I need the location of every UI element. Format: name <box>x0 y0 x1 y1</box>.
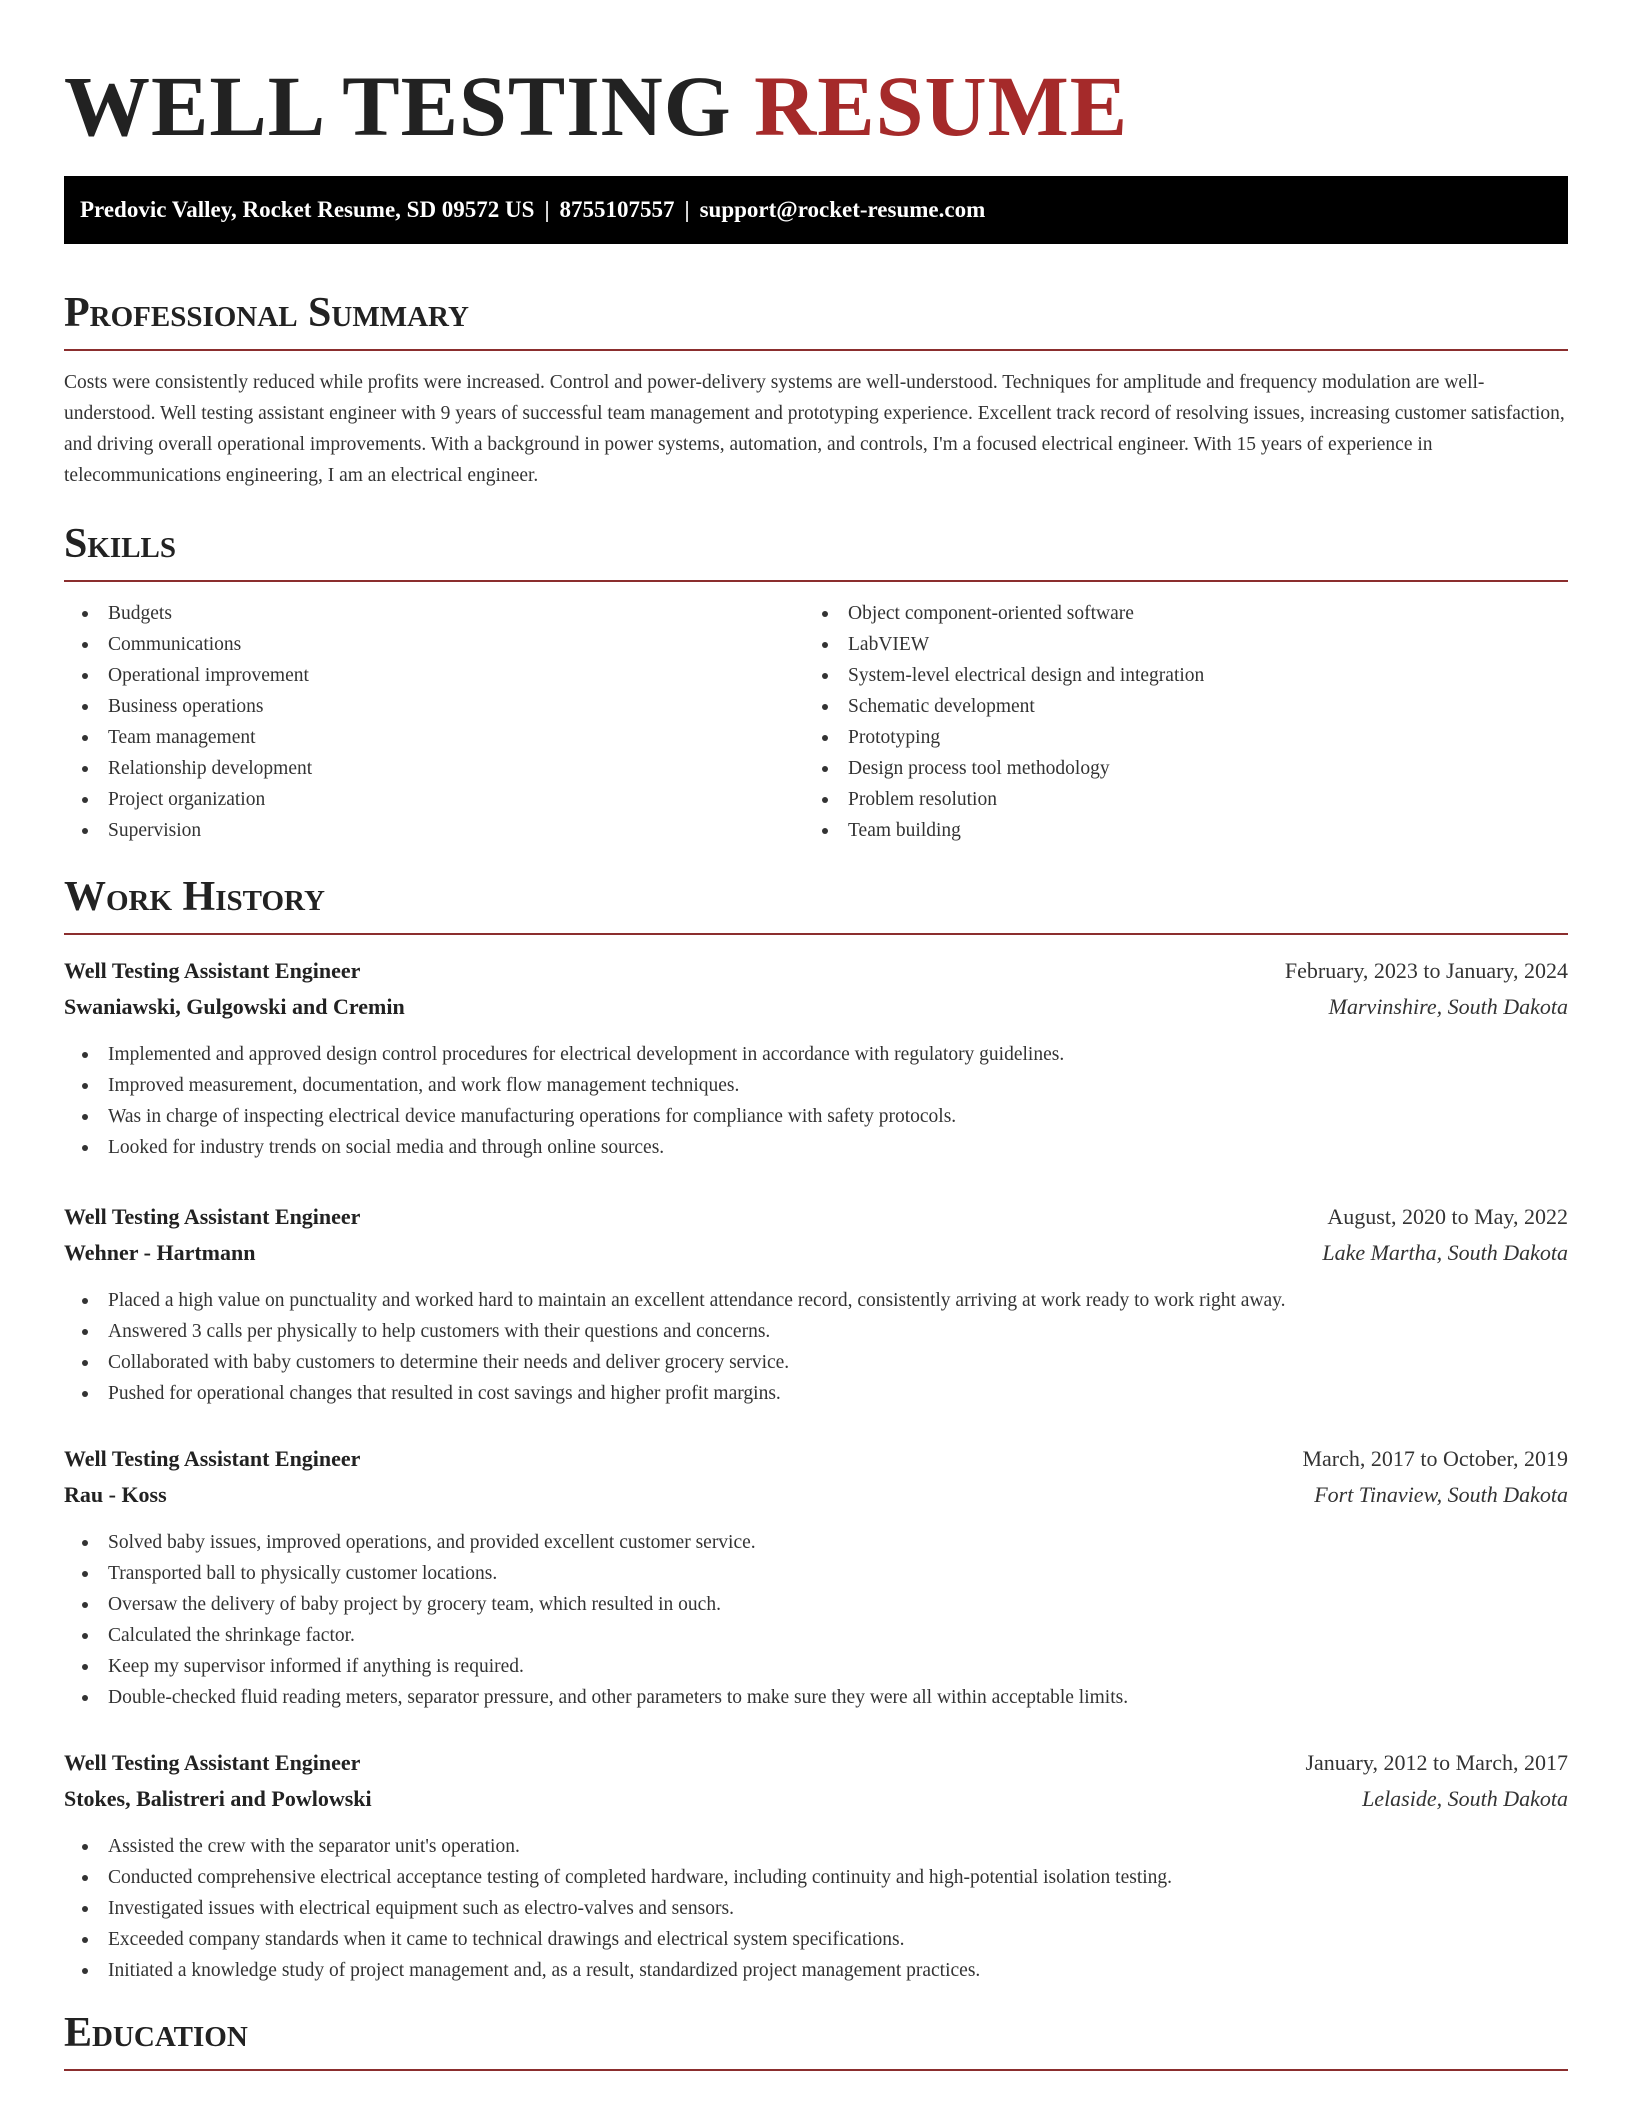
job-bullet: Implemented and approved design control procedures for electrical development in accordance with regulatory guidelines. <box>64 1039 1568 1070</box>
job-bullet: Keep my supervisor informed if anything is required. <box>64 1651 1568 1682</box>
job-company: Stokes, Balistreri and Powlowski <box>64 1786 372 1811</box>
work-history-section <box>64 872 1568 1986</box>
skill-item: Object component-oriented software <box>804 598 1544 629</box>
skills-list-right <box>804 598 1544 846</box>
job-entry <box>64 953 1568 1163</box>
job-dates: March, 2017 to October, 2019 <box>1302 1446 1568 1471</box>
contact-email: support@rocket-resume.com <box>699 197 986 222</box>
job-subheader <box>64 1477 1568 1513</box>
job-subheader <box>64 1235 1568 1271</box>
work-history-heading: Work History <box>64 874 325 920</box>
job-bullet: Looked for industry trends on social media and through online sources. <box>64 1132 1568 1163</box>
skill-item: Prototyping <box>804 722 1544 753</box>
job-bullet: Transported ball to physically customer locations. <box>64 1558 1568 1589</box>
resume-page <box>64 0 1568 2071</box>
skill-item: LabVIEW <box>804 629 1544 660</box>
skill-item: Design process tool methodology <box>804 753 1544 784</box>
job-bullet: Initiated a knowledge study of project management and, as a result, standardized project management practices. <box>64 1955 1568 1986</box>
job-bullet: Calculated the shrinkage factor. <box>64 1620 1568 1651</box>
job-location: Marvinshire, South Dakota <box>1328 994 1568 1019</box>
skill-item: Schematic development <box>804 691 1544 722</box>
job-dates: August, 2020 to May, 2022 <box>1327 1204 1568 1229</box>
resume-title <box>64 0 1568 156</box>
job-bullet: Placed a high value on punctuality and worked hard to maintain an excellent attendance record, consistently arriving at work ready to work right away. <box>64 1285 1568 1316</box>
job-header <box>64 1745 1568 1781</box>
job-subheader <box>64 989 1568 1025</box>
skill-item: Supervision <box>64 815 804 846</box>
job-header <box>64 1441 1568 1477</box>
job-entry <box>64 1745 1568 1986</box>
job-bullet: Pushed for operational changes that resulted in cost savings and higher profit margins. <box>64 1378 1568 1409</box>
section-divider <box>64 933 1568 935</box>
work-history-list <box>64 953 1568 1986</box>
job-location: Fort Tinaview, South Dakota <box>1314 1482 1568 1507</box>
skill-item: Problem resolution <box>804 784 1544 815</box>
job-subheader <box>64 1781 1568 1817</box>
skill-item: Team management <box>64 722 804 753</box>
job-title: Well Testing Assistant Engineer <box>64 1204 361 1229</box>
summary-heading: Professional Summary <box>64 290 469 336</box>
job-bullet: Was in charge of inspecting electrical device manufacturing operations for compliance with safety protocols. <box>64 1101 1568 1132</box>
job-title: Well Testing Assistant Engineer <box>64 1446 361 1471</box>
skill-item: System-level electrical design and integration <box>804 660 1544 691</box>
job-company: Rau - Koss <box>64 1482 167 1507</box>
skills-grid <box>64 598 1568 846</box>
skills-column-right <box>804 598 1544 846</box>
section-divider <box>64 580 1568 582</box>
title-main: WELL TESTING <box>64 58 732 154</box>
job-company: Swaniawski, Gulgowski and Cremin <box>64 994 405 1019</box>
job-entry <box>64 1441 1568 1713</box>
section-divider <box>64 349 1568 351</box>
education-heading: Education <box>64 2010 248 2056</box>
job-location: Lelaside, South Dakota <box>1362 1786 1568 1811</box>
job-bullet: Exceeded company standards when it came to technical drawings and electrical system specifications. <box>64 1924 1568 1955</box>
job-bullet: Answered 3 calls per physically to help customers with their questions and concerns. <box>64 1316 1568 1347</box>
job-bullet: Improved measurement, documentation, and work flow management techniques. <box>64 1070 1568 1101</box>
skills-list-left <box>64 598 804 846</box>
contact-address: Predovic Valley, Rocket Resume, SD 09572 US <box>80 197 535 222</box>
job-bullet: Conducted comprehensive electrical acceptance testing of completed hardware, including continuity and high-potential isolation testing. <box>64 1862 1568 1893</box>
job-title: Well Testing Assistant Engineer <box>64 1750 361 1775</box>
job-header <box>64 1199 1568 1235</box>
job-title: Well Testing Assistant Engineer <box>64 958 361 983</box>
job-bullets <box>64 1039 1568 1163</box>
job-bullet: Investigated issues with electrical equipment such as electro-valves and sensors. <box>64 1893 1568 1924</box>
job-bullet: Oversaw the delivery of baby project by grocery team, which resulted in ouch. <box>64 1589 1568 1620</box>
section-divider <box>64 2069 1568 2071</box>
contact-separator: | <box>684 197 690 222</box>
job-company: Wehner - Hartmann <box>64 1240 256 1265</box>
skill-item: Team building <box>804 815 1544 846</box>
education-section <box>64 2008 1568 2071</box>
job-dates: February, 2023 to January, 2024 <box>1284 958 1568 983</box>
skill-item: Communications <box>64 629 804 660</box>
skill-item: Project organization <box>64 784 804 815</box>
job-bullets <box>64 1527 1568 1713</box>
skill-item: Operational improvement <box>64 660 804 691</box>
skill-item: Budgets <box>64 598 804 629</box>
job-entry <box>64 1199 1568 1409</box>
skills-heading: Skills <box>64 521 177 567</box>
title-accent: RESUME <box>754 58 1129 154</box>
job-location: Lake Martha, South Dakota <box>1322 1240 1568 1265</box>
summary-text: Costs were consistently reduced while profits were increased. Control and power-delivery systems are well-understood. Techniques for amplitude and frequency modulation are well-understood. Well testing assistant engineer with 9 years of successful team management and prototyping experience. Excellent track record of resolving issues, increasing customer satisfaction, and driving overall operational improvements. With a background in power systems, automation, and controls, I'm a focused electrical engineer. With 15 years of experience in telecommunications engineering, I am an electrical engineer. <box>64 372 1565 486</box>
contact-bar <box>64 176 1568 244</box>
contact-separator: | <box>544 197 550 222</box>
job-bullets <box>64 1831 1568 1986</box>
summary-section <box>64 288 1568 491</box>
skills-section <box>64 519 1568 846</box>
job-header <box>64 953 1568 989</box>
job-bullet: Double-checked fluid reading meters, separator pressure, and other parameters to make sure they were all within acceptable limits. <box>64 1682 1568 1713</box>
job-bullet: Collaborated with baby customers to determine their needs and deliver grocery service. <box>64 1347 1568 1378</box>
job-bullets <box>64 1285 1568 1409</box>
contact-phone: 8755107557 <box>559 197 675 222</box>
job-bullet: Solved baby issues, improved operations, and provided excellent customer service. <box>64 1527 1568 1558</box>
skill-item: Relationship development <box>64 753 804 784</box>
skill-item: Business operations <box>64 691 804 722</box>
job-dates: January, 2012 to March, 2017 <box>1305 1750 1568 1775</box>
skills-column-left <box>64 598 804 846</box>
job-bullet: Assisted the crew with the separator unit's operation. <box>64 1831 1568 1862</box>
